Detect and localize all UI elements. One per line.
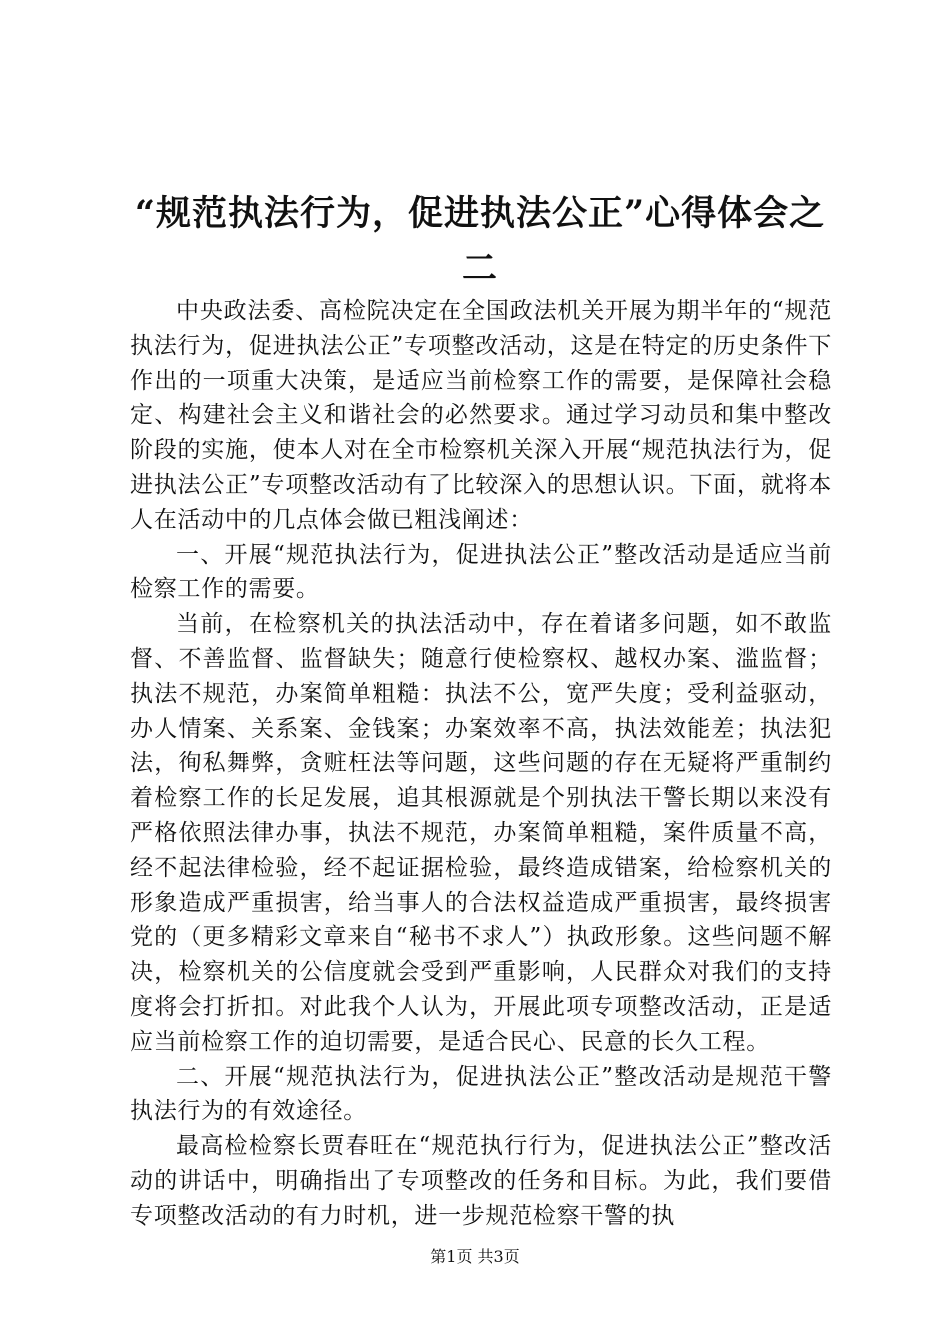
page-footer: 第1页 共3页 — [430, 1247, 520, 1266]
paragraph-heading-1: 一、开展“规范执法行为，促进执法公正”整改活动是适应当前检察工作的需要。 — [130, 541, 832, 603]
paragraph-intro: 中央政法委、高检院决定在全国政法机关开展为期半年的“规范执法行为，促进执法公正”专项整改活动，这是在特定的历史条件下作出的一项重大决策，是适应当前检察工作的需要，是保障社会稳定、构建社会主义和谐社会的必然要求。通过学习动员和集中整改阶段的实施，使本人对在全市检察机关深入开展“规范执法行为，促进执法公正”专项整改活动有了比较深入的思想认识。下面，就将本人在活动中的几点体会做已粗浅阐述： — [130, 298, 832, 533]
document-title: “规范执法行为，促进执法公正”心得体会之二 — [134, 193, 826, 289]
document-body — [130, 294, 832, 1234]
paragraph-heading-2: 二、开展“规范执法行为，促进执法公正”整改活动是规范干警执法行为的有效途径。 — [130, 1063, 832, 1125]
paragraph-tasks: 最高检检察长贾春旺在“规范执行行为，促进执法公正”整改活动的讲话中，明确指出了专项整改的任务和目标。为此，我们要借专项整改活动的有力时机，进一步规范检察干警的执 — [130, 1133, 832, 1229]
paragraph-problems: 当前，在检察机关的执法活动中，存在着诸多问题，如不敢监督、不善监督、监督缺失；随意行使检察权、越权办案、滥监督；执法不规范，办案简单粗糙：执法不公，宽严失度；受利益驱动，办人情案、关系案、金钱案；办案效率不高，执法效能差；执法犯法，徇私舞弊，贪赃枉法等问题，这些问题的存在无疑将严重制约着检察工作的长足发展，追其根源就是个别执法干警长期以来没有严格依照法律办事，执法不规范，办案简单粗糙，案件质量不高，经不起法律检验，经不起证据检验，最终造成错案，给检察机关的形象造成严重损害，给当事人的合法权益造成严重损害，最终损害党的（更多精彩文章来自“秘书不求人”）执政形象。这些问题不解决，检察机关的公信度就会受到严重影响，人民群众对我们的支持度将会打折扣。对此我个人认为，开展此项专项整改活动，正是适应当前检察工作的迫切需要，是适合民心、民意的长久工程。 — [130, 611, 832, 1055]
